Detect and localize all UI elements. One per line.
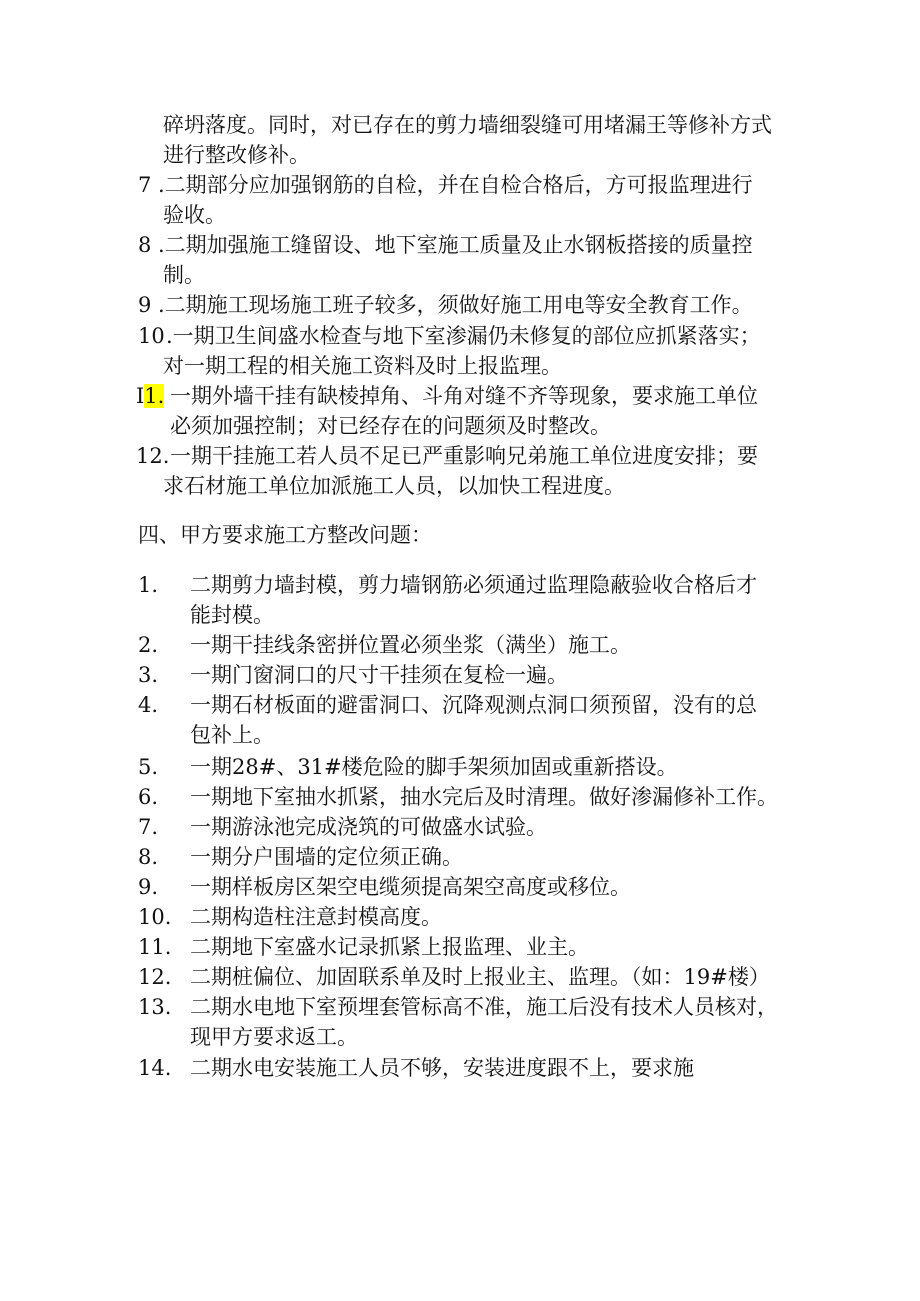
item-number: 1. — [138, 573, 159, 597]
item-number: 12. — [136, 444, 170, 468]
item-number: 14. — [138, 1056, 172, 1080]
list-item-line: 求石材施工单位加派施工人员，以加快工程进度。 — [163, 474, 625, 498]
list-item-line: 现甲方要求返工。 — [190, 1025, 358, 1049]
item-number: 9. — [138, 875, 159, 899]
list-item-line: 一期游泳池完成浇筑的可做盛水试验。 — [190, 815, 547, 839]
list-item-line: 一期干挂施工若人员不足已严重影响兄弟施工单位进度安排；要 — [170, 444, 758, 468]
list-item-line: .二期加强施工缝留设、地下室施工质量及止水钢板搭接的质量控 — [158, 233, 753, 257]
item-number: 13. — [138, 995, 172, 1019]
list-item-line: .一期卫生间盛水检查与地下室渗漏仍未修复的部位应抓紧落实； — [166, 324, 761, 348]
item-number: 10 — [138, 324, 165, 348]
continued-line: 碎坍落度。同时，对已存在的剪力墙细裂缝可用堵漏王等修补方式 — [163, 113, 772, 137]
item-number: 5. — [138, 755, 159, 779]
item-number: 12. — [138, 965, 172, 989]
list-item-line: 一期外墙干挂有缺棱掉角、斗角对缝不齐等现象，要求施工单位 — [170, 384, 758, 408]
list-item-line: 能封模。 — [190, 603, 274, 627]
list-item-line: 对一期工程的相关施工资料及时上报监理。 — [163, 354, 562, 378]
item-number: 3. — [138, 663, 159, 687]
item-number: 8. — [138, 845, 159, 869]
item-number: 4. — [138, 693, 159, 717]
list-item-line: 一期石材板面的避雷洞口、沉降观测点洞口须预留，没有的总 — [190, 693, 757, 717]
highlighted-marker: 1. — [144, 384, 165, 408]
list-item-line: 二期地下室盛水记录抓紧上报监理、业主。 — [190, 935, 589, 959]
list-item-line: 二期剪力墙封模，剪力墙钢筋必须通过监理隐蔽验收合格后才 — [190, 573, 757, 597]
item-number — [136, 381, 164, 411]
item-number: 2. — [138, 633, 159, 657]
continued-line: 进行整改修补。 — [163, 143, 310, 167]
item-number: 11. — [138, 935, 172, 959]
list-item-line: 一期样板房区架空电缆须提高架空高度或移位。 — [190, 875, 631, 899]
list-item-line: 二期水电安装施工人员不够，安装进度跟不上，要求施 — [190, 1056, 694, 1080]
list-item-line: 制。 — [163, 263, 205, 287]
item-number: 6. — [138, 785, 159, 809]
item-number: 10. — [138, 905, 172, 929]
list-item-line: 二期构造柱注意封模高度。 — [190, 905, 442, 929]
list-item-line: 一期28#、31#楼危险的脚手架须加固或重新搭设。 — [190, 755, 678, 779]
item-number-prefix: I — [136, 384, 145, 408]
list-item-line: 必须加强控制；对已经存在的问题须及时整改。 — [170, 414, 611, 438]
list-item-line: .二期部分应加强钢筋的自检，并在自检合格后，方可报监理进行 — [158, 173, 753, 197]
list-item-line: 一期门窗洞口的尺寸干挂须在复检一遍。 — [190, 663, 568, 687]
item-number: 9 — [138, 293, 152, 317]
list-item-line: 二期水电地下室预埋套管标高不准，施工后没有技术人员核对， — [190, 995, 778, 1019]
list-item-line: 验收。 — [163, 203, 226, 227]
item-number: 7 — [138, 173, 152, 197]
list-item-line: 二期桩偏位、加固联系单及时上报业主、监理。（如：19#楼） — [190, 965, 770, 989]
list-item-line: 包补上。 — [190, 723, 274, 747]
section-heading: 四、甲方要求施工方整改问题： — [138, 523, 432, 547]
item-number: 8 — [138, 233, 152, 257]
item-number: 7. — [138, 815, 159, 839]
list-item-line: 一期地下室抽水抓紧，抽水完后及时清理。做好渗漏修补工作。 — [190, 785, 778, 809]
list-item-line: 一期分户围墙的定位须正确。 — [190, 845, 463, 869]
list-item-line: .二期施工现场施工班子较多，须做好施工用电等安全教育工作。 — [158, 293, 753, 317]
list-item-line: 一期干挂线条密拼位置必须坐浆（满坐）施工。 — [190, 633, 631, 657]
